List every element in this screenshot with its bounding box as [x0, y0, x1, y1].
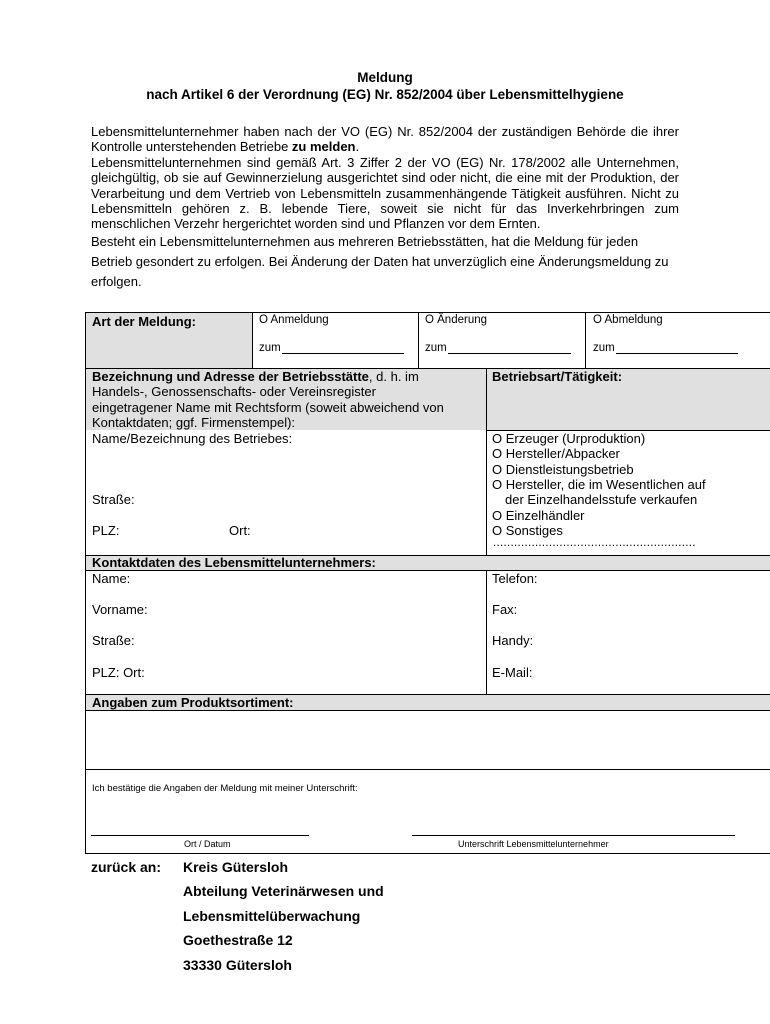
- signature-confirm-text: Ich bestätige die Angaben der Meldung mit meiner Unterschrift:: [92, 783, 358, 794]
- kontakt-handy-label: Handy:: [492, 633, 534, 648]
- kontakt-fax-label: Fax:: [492, 602, 518, 617]
- art-der-meldung-label: Art der Meldung:: [92, 314, 196, 329]
- sonstiges-dotted-field[interactable]: ..........................................................: [493, 537, 696, 549]
- betrieb-strasse-input[interactable]: [140, 492, 480, 508]
- kontakt-strasse-input[interactable]: [145, 633, 480, 649]
- betrieb-heading-rest: , d. h. im: [368, 369, 419, 384]
- kontakt-plz-ort-label: PLZ: Ort:: [92, 665, 145, 680]
- option-aenderung[interactable]: O Änderung: [425, 314, 488, 326]
- grid-line: [85, 710, 770, 711]
- kontakt-telefon-input[interactable]: [550, 571, 770, 587]
- kontakt-fax-input[interactable]: [525, 602, 770, 618]
- betriebsart-option-dienstleistung[interactable]: O Dienstleistungsbetrieb: [492, 462, 634, 477]
- betrieb-strasse-label: Straße:: [92, 492, 135, 507]
- signature-line: [412, 835, 735, 836]
- zum-abmeldung-input[interactable]: [616, 338, 738, 354]
- zum-label: zum: [259, 342, 281, 354]
- option-anmeldung[interactable]: O Anmeldung: [259, 314, 329, 326]
- kontakt-email-label: E-Mail:: [492, 665, 533, 680]
- kontakt-handy-input[interactable]: [540, 633, 770, 649]
- grid-line: [486, 368, 487, 555]
- grid-line: [85, 312, 770, 313]
- betriebsart-option-hersteller-einzelhandel-cont: der Einzelhandelsstufe verkaufen: [505, 492, 698, 507]
- signature-input[interactable]: [412, 818, 735, 834]
- betrieb-name-label: Name/Bezeichnung des Betriebes:: [92, 431, 293, 446]
- kontakt-vorname-input[interactable]: [160, 602, 480, 618]
- intro-paragraph-3: Besteht ein Lebensmittelunternehmen aus mehreren Betriebsstätten, hat die Meldung für jeden Betrieb gesondert zu erfolgen. Bei Änderung der Daten hat unverzüglich eine Änderungsmeldung zu erfolgen.: [91, 233, 669, 289]
- ort-datum-input[interactable]: [91, 818, 309, 834]
- address-line-1: Kreis Gütersloh: [183, 859, 289, 875]
- sortiment-heading: Angaben zum Produktsortiment:: [92, 695, 294, 710]
- betriebsart-option-hersteller-abpacker[interactable]: O Hersteller/Abpacker: [492, 446, 620, 461]
- address-line-5: 33330 Gütersloh: [183, 957, 292, 973]
- ort-datum-line: [91, 835, 309, 836]
- ort-datum-caption: Ort / Datum: [184, 839, 231, 849]
- zum-label: zum: [425, 342, 447, 354]
- page-title: Meldung: [357, 70, 413, 85]
- zum-anmeldung-input[interactable]: [282, 338, 404, 354]
- grid-line: [585, 312, 586, 368]
- betriebsart-option-einzelhaendler[interactable]: O Einzelhändler: [492, 508, 585, 523]
- kontakt-email-input[interactable]: [545, 665, 770, 681]
- betriebsart-heading: Betriebsart/Tätigkeit:: [492, 369, 623, 384]
- zum-label: zum: [593, 342, 615, 354]
- betrieb-heading-line-2: Handels-, Genossenschafts- oder Vereinsregister: [92, 384, 376, 399]
- betriebsart-option-hersteller-einzelhandel[interactable]: O Hersteller, die im Wesentlichen auf: [492, 477, 706, 492]
- betrieb-heading: [92, 369, 419, 384]
- intro-paragraph-1: [91, 124, 679, 155]
- address-line-4: Goethestraße 12: [183, 932, 293, 948]
- betriebsart-option-sonstiges[interactable]: O Sonstiges: [492, 523, 563, 538]
- grid-line: [252, 312, 253, 368]
- kontakt-name-label: Name:: [92, 571, 131, 586]
- kontakt-name-input[interactable]: [140, 571, 480, 587]
- kontakt-plz-ort-input[interactable]: [160, 665, 480, 681]
- address-line-3: Lebensmittelüberwachung: [183, 908, 361, 924]
- betrieb-heading-line-3: eingetragener Name mit Rechtsform (soweit abweichend von: [92, 400, 444, 415]
- kontakt-strasse-label: Straße:: [92, 633, 135, 648]
- grid-line: [85, 312, 86, 854]
- kontakt-telefon-label: Telefon:: [492, 571, 538, 586]
- grid-line: [486, 570, 487, 694]
- betrieb-heading-bold: Bezeichnung und Adresse der Betriebsstätte: [92, 369, 369, 384]
- page-subtitle: nach Artikel 6 der Verordnung (EG) Nr. 852/2004 über Lebensmittelhygiene: [146, 87, 624, 102]
- zum-aenderung-input[interactable]: [448, 338, 571, 354]
- option-abmeldung[interactable]: O Abmeldung: [593, 314, 663, 326]
- betrieb-plz-label: PLZ:: [92, 523, 120, 538]
- address-line-2: Abteilung Veterinärwesen und: [183, 883, 384, 899]
- betrieb-ort-label: Ort:: [229, 523, 251, 538]
- kontakt-heading: Kontaktdaten des Lebensmittelunternehmers:: [92, 555, 376, 570]
- kontakt-vorname-label: Vorname:: [92, 602, 148, 617]
- return-label: zurück an:: [91, 859, 162, 875]
- grid-line: [85, 769, 770, 770]
- intro-p1-end: .: [355, 139, 360, 155]
- intro-p1-text: Lebensmittelunternehmer haben nach der VO (EG) Nr. 852/2004 der zuständigen Behörde die ihrer Kontrolle unterstehenden Betriebe: [91, 124, 679, 155]
- betriebsart-option-erzeuger[interactable]: O Erzeuger (Urproduktion): [492, 431, 646, 446]
- betrieb-name-input[interactable]: [92, 448, 482, 490]
- betrieb-ort-input[interactable]: [256, 523, 481, 539]
- intro-text: [91, 124, 679, 292]
- betrieb-plz-input[interactable]: [125, 523, 220, 539]
- grid-line: [85, 853, 770, 854]
- betrieb-heading-line-4: Kontaktdaten; ggf. Firmenstempel):: [92, 415, 296, 430]
- signature-caption: Unterschrift Lebensmittelunternehmer: [458, 839, 609, 849]
- intro-p1-bold: zu melden: [291, 139, 356, 155]
- sortiment-input[interactable]: [88, 713, 770, 767]
- intro-paragraph-2: Lebensmittelunternehmen sind gemäß Art. 3 Ziffer 2 der VO (EG) Nr. 178/2002 alle Unternehmen, gleichgültig, ob sie auf Gewinnerzielung ausgerichtet sind oder nicht, die eine mit der Produktion, der Verarbeitung und dem Vertrieb von Lebensmitteln zusammenhängende Tätigkeit ausführen. Nicht zu Lebensmitteln gehören z. B. lebende Tiere, soweit sie nicht für das Inverkehrbringen zum menschlichen Verzehr hergerichtet worden sind und Pflanzen vor dem Ernten.: [91, 154, 679, 232]
- grid-line: [418, 312, 419, 368]
